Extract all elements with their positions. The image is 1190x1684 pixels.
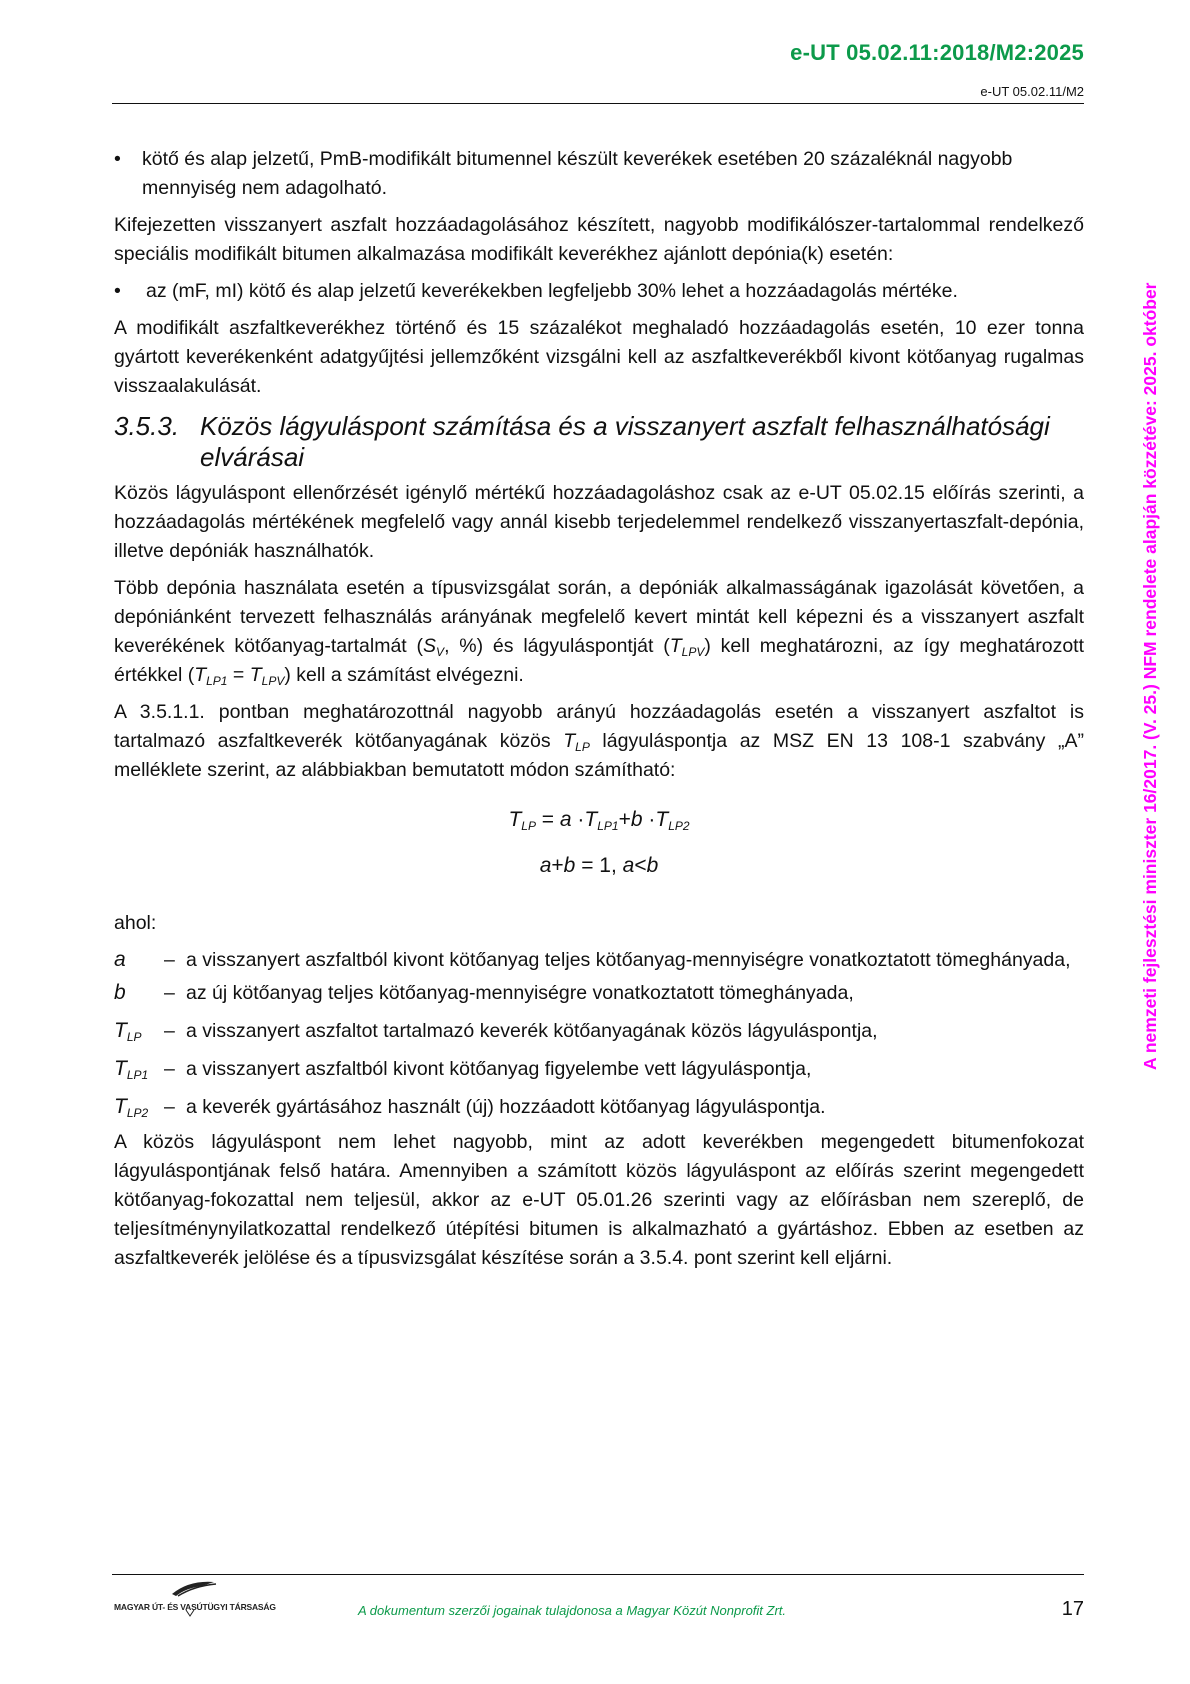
paragraph	[114, 698, 1084, 785]
subscript: V	[436, 645, 445, 659]
definition-item	[114, 948, 1084, 972]
document-code: e-UT 05.02.11:2018/M2:2025	[790, 40, 1084, 65]
symbol: T	[249, 664, 262, 686]
symbol: b	[563, 854, 576, 877]
definition-symbol: b	[114, 981, 126, 1004]
bullet-item	[114, 145, 1084, 203]
bullet-item	[114, 277, 1084, 306]
bullet-icon: •	[114, 280, 121, 302]
document-subcode: e-UT 05.02.11/M2	[980, 84, 1084, 99]
subscript: LPV	[681, 645, 705, 659]
definition-symbol: $T_{LP}$	[114, 1019, 142, 1044]
side-publication-note: A nemzeti fejlesztési miniszter 16/2017. (V. 25.) NFM rendelete alapján közzétéve: 2025. október	[1140, 282, 1160, 1070]
operator: ·	[571, 808, 585, 831]
symbol: S	[423, 635, 437, 657]
definition-dash: –	[164, 1058, 175, 1080]
text-run: ) kell meghatározni, az így meghatározott értékkel (	[114, 635, 1085, 686]
definition-list	[114, 948, 1084, 1119]
operator: ·	[642, 808, 656, 831]
page-number: 17	[1061, 1598, 1084, 1620]
formula-constraint	[114, 851, 1084, 881]
section-heading	[114, 411, 1084, 473]
footer-divider	[112, 1574, 1084, 1575]
symbol: a	[622, 854, 635, 877]
definition-symbol: a	[114, 948, 126, 971]
definition-item	[114, 1095, 1084, 1119]
definition-text: a visszanyert aszfaltból kivont kötőanyag figyelembe vett lágyuláspontja,	[186, 1058, 812, 1080]
subscript: LP1	[597, 819, 619, 833]
definition-symbol: $T_{LP2}$	[114, 1095, 149, 1120]
bullet-text: az (mF, mI) kötő és alap jelzetű keverékekben legfeljebb 30% lehet a hozzáadagolás mértéke.	[146, 280, 958, 302]
definition-text: a keverék gyártásához használt (új) hozzáadott kötőanyag lágyuláspontja.	[186, 1096, 826, 1118]
bullet-text: kötő és alap jelzetű, PmB-modifikált bitumennel készült keverékek esetében 20 százaléknál nagyobb mennyiség nem adagolható.	[142, 148, 1013, 199]
company-logo-icon	[114, 1576, 264, 1626]
formula-softening-point	[114, 805, 1084, 835]
operator: <	[634, 854, 647, 877]
operator: +	[551, 854, 564, 877]
company-logo-text: MAGYAR ÚT- ÉS VASÚTÜGYI TÁRSASÁG	[114, 1602, 276, 1612]
text-run: Több depónia használata esetén a típusvizsgálat során, a depóniák alkalmasságának igazolását követően, a depóniánként tervezett felhasználás arányának megfelelő kevert mintát kell képezni és a visszanyert aszfalt keverékének kötőanyag-tartalmát (	[114, 577, 1084, 657]
text-run: A 3.5.1.1. pontban meghatározottnál nagyobb arányú hozzáadagolás esetén a visszanyert aszfaltot is tartalmazó aszfaltkeverék kötőanyagának közös	[114, 701, 1084, 752]
subscript: LP2	[668, 819, 690, 833]
symbol: T	[655, 808, 669, 831]
header-divider	[112, 103, 1084, 104]
copyright-notice: A dokumentum szerzői jogainak tulajdonosa a Magyar Közút Nonprofit Zrt.	[358, 1603, 787, 1618]
definition-dash: –	[164, 1020, 175, 1042]
text-run: ) kell a számítást elvégezni.	[284, 664, 524, 686]
definition-dash: –	[164, 982, 175, 1004]
text-run: , %) és lágyuláspontját (	[444, 635, 670, 657]
definition-item	[114, 1019, 1084, 1043]
definition-text: a visszanyert aszfaltból kivont kötőanyag teljes kötőanyag-mennyiségre vonatkoztatott tömeghányada,	[186, 949, 1071, 971]
paragraph: Kifejezetten visszanyert aszfalt hozzáadagolásához készített, nagyobb modifikálószer-tartalommal rendelkező speciális modifikált bitumen alkalmazása modifikált keverékhez ajánlott depónia(k) esetén:	[114, 214, 1084, 265]
symbol: T	[508, 808, 522, 831]
subscript: LP1	[206, 674, 228, 688]
subscript: LPV	[261, 674, 285, 688]
paragraph: Közös lágyuláspont ellenőrzését igénylő mértékű hozzáadagoláshoz csak az e-UT 05.02.15 előírás szerinti, a hozzáadagolás mértékének megfelelő vagy annál kisebb terjedelemmel rendelkező visszanyertaszfalt-depónia, illetve depóniák használhatók.	[114, 482, 1084, 562]
definition-text: az új kötőanyag teljes kötőanyag-mennyiségre vonatkoztatott tömeghányada,	[186, 982, 854, 1004]
definition-item	[114, 1057, 1084, 1081]
subscript: LP	[521, 819, 536, 833]
definition-dash: –	[164, 1096, 175, 1118]
symbol: a	[539, 854, 552, 877]
operator: +	[618, 808, 631, 831]
page-body	[114, 145, 1084, 1281]
definition-symbol: $T_{LP1}$	[114, 1057, 149, 1082]
definition-dash: –	[164, 949, 175, 971]
operator: = 1,	[575, 854, 623, 877]
text-run: lágyuláspontja az MSZ EN 13 108-1 szabvány „A” melléklete szerint, az alábbiakban bemutatott módon számítható:	[114, 730, 1084, 781]
section-number: 3.5.3.	[114, 411, 180, 441]
symbol: T	[563, 730, 576, 752]
definition-item	[114, 981, 1084, 1005]
paragraph: A közös lágyuláspont nem lehet nagyobb, mint az adott keverékben megengedett bitumenfokozat lágyuláspontjának felső határa. Amennyiben a számított közös lágyuláspont az előírás szerint megengedett kötőanyag-fokozattal nem teljesül, akkor az e-UT 05.01.26 szerinti vagy az előírásban nem szereplő, de teljesítménynyilatkozattal rendelkező útépítési bitumen is alkalmazható a gyártáshoz. Ebben az esetben az aszfaltkeverék jelölése és a típusvizsgálat készítése során a 3.5.4. pont szerint kell eljárni.	[114, 1131, 1084, 1269]
symbol: a	[559, 808, 572, 831]
definition-text: a visszanyert aszfaltot tartalmazó keverék kötőanyagának közös lágyuláspontja,	[186, 1020, 878, 1042]
symbol: T	[194, 664, 207, 686]
text-run: =	[227, 664, 250, 686]
paragraph	[114, 574, 1084, 690]
operator: =	[535, 808, 560, 831]
where-label: ahol:	[114, 912, 157, 934]
section-title: Közös lágyuláspont számítása és a visszanyert aszfalt felhasználhatósági elvárásai	[200, 411, 1050, 472]
symbol: b	[630, 808, 643, 831]
bullet-icon: •	[114, 148, 121, 170]
symbol: T	[669, 635, 682, 657]
paragraph: A modifikált aszfaltkeverékhez történő és 15 százalékot meghaladó hozzáadagolás esetén, 10 ezer tonna gyártott keverékenként adatgyűjtési jellemzőként vizsgálni kell az aszfaltkeverékből kivont kötőanyag rugalmas visszaalakulását.	[114, 317, 1084, 397]
symbol: b	[646, 854, 659, 877]
symbol: T	[584, 808, 598, 831]
subscript: LP	[575, 740, 590, 754]
